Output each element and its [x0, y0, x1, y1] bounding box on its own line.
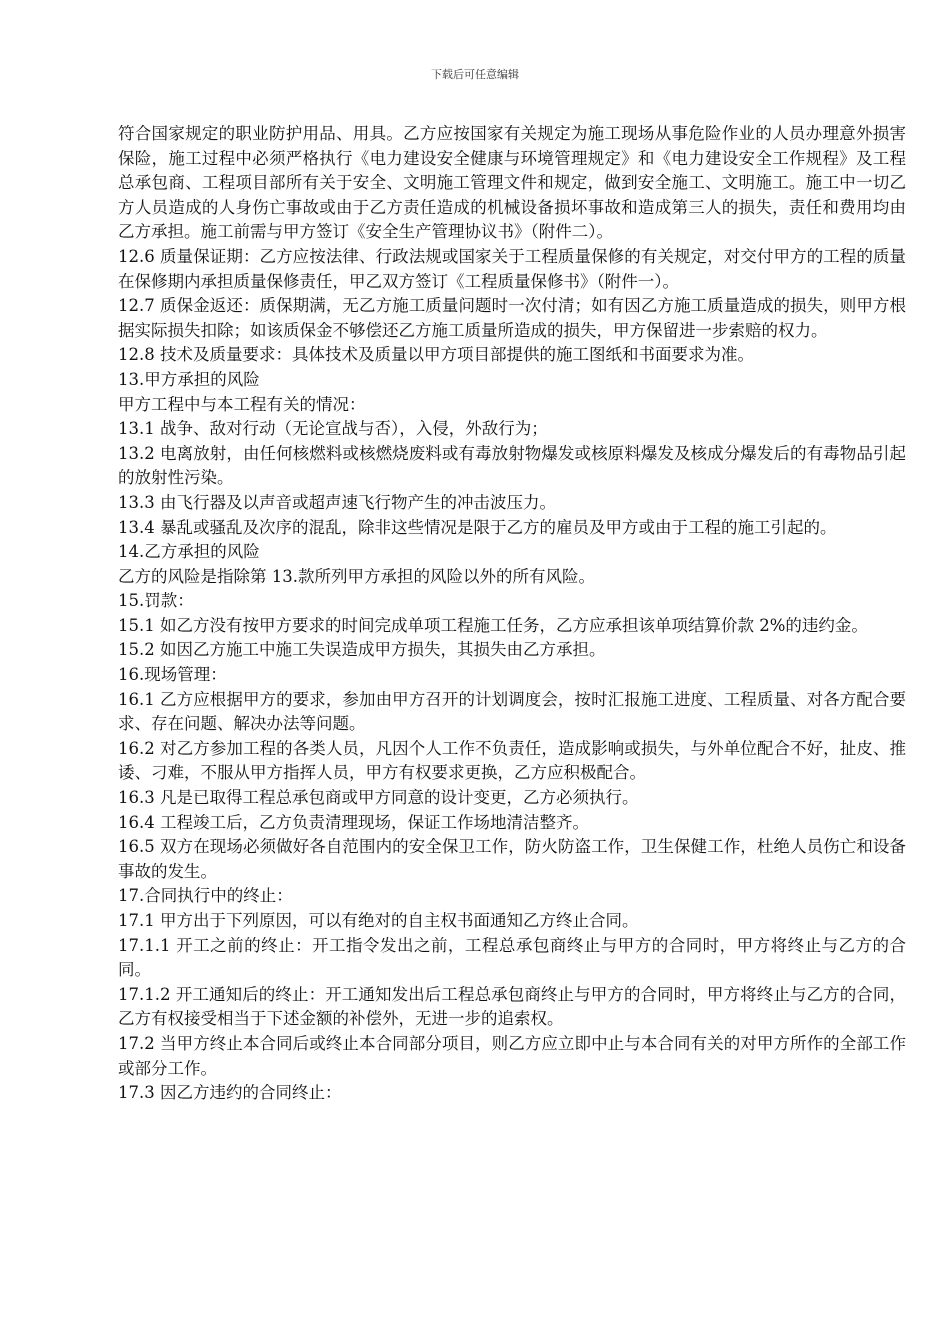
paragraph: 17.1.1 开工之前的终止：开工指令发出之前，工程总承包商终止与甲方的合同时，甲方将终止与乙方的合同。 — [118, 935, 906, 980]
paragraph: 16.1 乙方应根据甲方的要求，参加由甲方召开的计划调度会，按时汇报施工进度、工程质量、对各方配合要求、存在问题、解决办法等问题。 — [118, 689, 906, 734]
document-body — [118, 122, 906, 1106]
paragraph: 13.4 暴乱或骚乱及次序的混乱，除非这些情况是限于乙方的雇员及甲方或由于工程的施工引起的。 — [118, 517, 837, 537]
section-heading: 17.合同执行中的终止： — [118, 886, 293, 906]
paragraph: 16.4 工程竣工后，乙方负责清理现场，保证工作场地清洁整齐。 — [118, 812, 589, 832]
paragraph: 16.3 凡是已取得工程总承包商或甲方同意的设计变更，乙方必须执行。 — [118, 788, 639, 808]
paragraph: 17.1 甲方出于下列原因，可以有绝对的自主权书面通知乙方终止合同。 — [118, 911, 639, 930]
paragraph: 17.1.2 开工通知后的终止：开工通知发出后工程总承包商终止与甲方的合同时，甲方将终止与乙方的合同，乙方有权接受相当于下述金额的补偿外，无进一步的追索权。 — [118, 984, 906, 1029]
section-heading: 15.罚款： — [118, 591, 194, 611]
paragraph: 符合国家规定的职业防护用品、用具。乙方应按国家有关规定为施工现场从事危险作业的人员办理意外损害保险，施工过程中必须严格执行《电力建设安全健康与环境管理规定》和《电力建设安全工作规程》及工程总承包商、工程项目部所有关于安全、文明施工管理文件和规定，做到安全施工、文明施工。施工中一切乙方人员造成的人身伤亡事故或由于乙方责任造成的机械设备损坏事故和造成第三人的损失，责任和费用均由乙方承担。施工前需与甲方签订《安全生产管理协议书》（附件二）。 — [118, 124, 906, 242]
paragraph: 甲方工程中与本工程有关的情况： — [118, 394, 366, 414]
paragraph: 13.3 由飞行器及以声音或超声速飞行物产生的冲击波压力。 — [118, 492, 556, 512]
paragraph: 12.7 质保金返还：质保期满，无乙方施工质量问题时一次付清；如有因乙方施工质量造成的损失，则甲方根据实际损失扣除；如该质保金不够偿还乙方施工质量所造成的损失，甲方保留进一步索赔的权力。 — [118, 296, 906, 340]
paragraph: 12.8 技术及质量要求：具体技术及质量以甲方项目部提供的施工图纸和书面要求为准。 — [118, 345, 754, 365]
section-heading: 13.甲方承担的风险 — [118, 369, 260, 389]
paragraph: 16.2 对乙方参加工程的各类人员，凡因个人工作不负责任，造成影响或损失，与外单位配合不好，扯皮、推诿、刁难，不服从甲方指挥人员，甲方有权要求更换，乙方应积极配合。 — [118, 738, 906, 783]
paragraph: 15.1 如乙方没有按甲方要求的时间完成单项工程施工任务，乙方应承担该单项结算价款 2%的违约金。 — [118, 615, 868, 635]
paragraph: 16.5 双方在现场必须做好各自范围内的安全保卫工作，防火防盗工作，卫生保健工作，杜绝人员伤亡和设备事故的发生。 — [118, 837, 906, 881]
section-heading: 14.乙方承担的风险 — [118, 542, 260, 562]
paragraph: 13.1 战争、敌对行动（无论宣战与否），入侵，外敌行为； — [118, 419, 548, 439]
paragraph: 17.3 因乙方违约的合同终止： — [118, 1083, 342, 1103]
section-heading: 16.现场管理： — [118, 665, 227, 685]
paragraph: 17.2 当甲方终止本合同后或终止本合同部分项目，则乙方应立即中止与本合同有关的对甲方所作的全部工作或部分工作。 — [118, 1033, 906, 1078]
paragraph: 15.2 如因乙方施工中施工失误造成甲方损失，其损失由乙方承担。 — [118, 640, 606, 660]
paragraph: 乙方的风险是指除第 13.款所列甲方承担的风险以外的所有风险。 — [118, 566, 595, 586]
page-header: 下载后可任意编辑 — [431, 68, 519, 81]
paragraph: 12.6 质量保证期：乙方应按法律、行政法规或国家关于工程质量保修的有关规定，对交付甲方的工程的质量在保修期内承担质量保修责任，甲乙双方签订《工程质量保修书》（附件一）。 — [118, 246, 906, 291]
paragraph: 13.2 电离放射，由任何核燃料或核燃烧废料或有毒放射物爆发或核原料爆发及核成分爆发后的有毒物品引起的放射性污染。 — [118, 443, 906, 488]
